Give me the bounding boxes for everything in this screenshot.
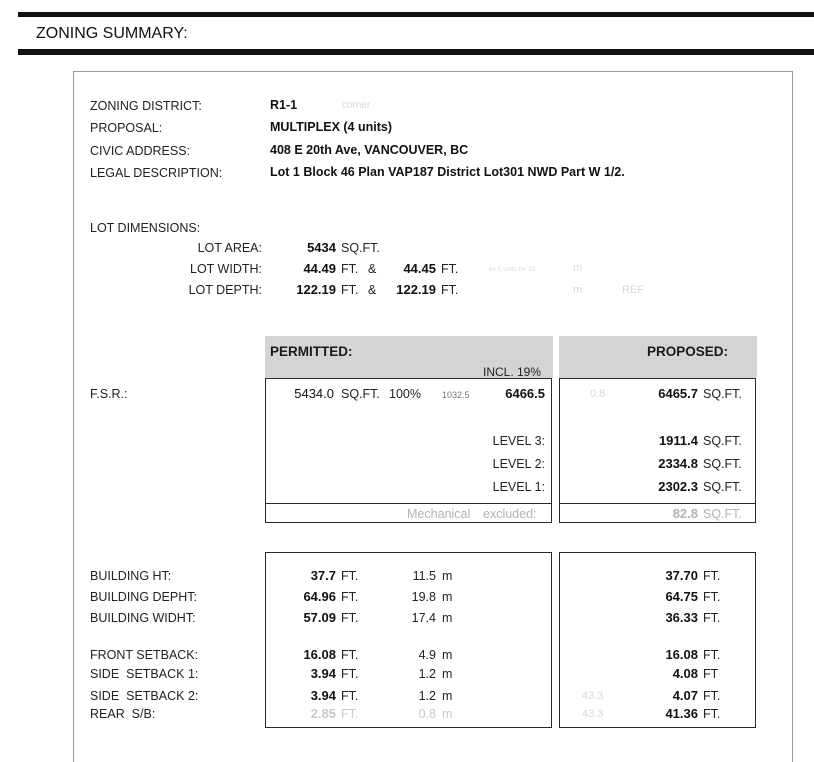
fsr-permitted-pct: 100% xyxy=(389,387,421,401)
front-setback-permitted-unit: FT. xyxy=(341,648,359,662)
building-ht-proposed-unit: FT. xyxy=(703,569,721,583)
lot-depth-a: 122.19 xyxy=(296,282,336,297)
proposal-value: MULTIPLEX (4 units) xyxy=(270,120,392,134)
fsr-permitted-unit: SQ.FT. xyxy=(341,387,380,401)
front-setback-permitted-m: 4.9 xyxy=(418,648,436,662)
level-2-unit: SQ.FT. xyxy=(703,457,742,471)
lot-dimensions-heading: LOT DIMENSIONS: xyxy=(90,221,201,235)
building-width-permitted-unit: FT. xyxy=(341,611,359,625)
permitted-mech-divider xyxy=(266,503,552,504)
rear-setback-proposed-unit: FT. xyxy=(703,707,721,721)
building-width-proposed-unit: FT. xyxy=(703,611,721,625)
page-title: ZONING SUMMARY: xyxy=(36,25,188,42)
side-setback-2-proposed-unit: FT. xyxy=(703,689,721,703)
level-1-label: LEVEL 1: xyxy=(492,480,545,494)
front-setback-label: FRONT SETBACK: xyxy=(90,648,199,662)
fsr-proposed-value: 6465.7 xyxy=(658,386,698,401)
mechanical-excluded: excluded: xyxy=(483,507,537,521)
fsr-label: F.S.R.: xyxy=(90,387,128,401)
lot-faint-note: ex 5 units for 33 xyxy=(489,266,536,273)
side-setback-1-m: m xyxy=(442,667,453,681)
proposal-label: PROPOSAL: xyxy=(90,121,163,135)
zoning-note: corner xyxy=(342,100,371,111)
proposed-header: PROPOSED: xyxy=(647,344,729,359)
side-setback-1-permitted: 3.94 xyxy=(310,666,336,681)
lot-area-unit: SQ.FT. xyxy=(341,241,380,255)
lot-area-label: LOT AREA: xyxy=(197,241,262,255)
building-ht-permitted-unit: FT. xyxy=(341,569,359,583)
incl-note: INCL. 19% xyxy=(483,365,542,379)
level-2-value: 2334.8 xyxy=(658,456,698,471)
side-setback-2-permitted-m: 1.2 xyxy=(418,689,436,703)
lot-width-a: 44.49 xyxy=(303,261,336,276)
building-depth-label: BUILDING DEPHT: xyxy=(90,590,197,604)
mechanical-value: 82.8 xyxy=(672,506,698,521)
lot-width-label: LOT WIDTH: xyxy=(190,262,262,276)
building-depth-proposed: 64.75 xyxy=(665,589,698,604)
lot-faint-m1: m xyxy=(573,262,583,274)
fsr-permitted-value: 5434.0 xyxy=(294,386,334,401)
lot-width-a-unit: FT. xyxy=(341,262,359,276)
civic-address-value: 408 E 20th Ave, VANCOUVER, BC xyxy=(270,143,469,157)
fsr-small: 1032.5 xyxy=(442,390,470,400)
building-depth-m: m xyxy=(442,590,453,604)
level-3-value: 1911.4 xyxy=(658,433,698,448)
fsr-proposed-unit: SQ.FT. xyxy=(703,387,742,401)
lot-depth-a-unit: FT. xyxy=(341,283,359,297)
front-setback-proposed: 16.08 xyxy=(665,647,698,662)
level-3-label: LEVEL 3: xyxy=(492,434,545,448)
level-3-unit: SQ.FT. xyxy=(703,434,742,448)
lot-depth-label: LOT DEPTH: xyxy=(188,283,262,297)
lot-depth-b: 122.19 xyxy=(396,282,436,297)
rear-setback-faint: 43.3 xyxy=(582,708,604,720)
rear-setback-proposed: 41.36 xyxy=(665,706,698,721)
side-setback-2-faint: 43.3 xyxy=(582,690,604,702)
rear-setback-m: m xyxy=(442,707,453,721)
building-width-proposed: 36.33 xyxy=(665,610,698,625)
lot-width-b: 44.45 xyxy=(403,261,436,276)
bottom-rule xyxy=(18,49,814,55)
zoning-district-label: ZONING DISTRICT: xyxy=(90,99,202,113)
fsr-faint: 0.8 xyxy=(590,388,606,400)
lot-width-b-unit: FT. xyxy=(441,262,459,276)
lot-depth-amp: & xyxy=(368,283,377,297)
lot-width-amp: & xyxy=(368,262,377,276)
lot-depth-b-unit: FT. xyxy=(441,283,459,297)
building-ht-proposed: 37.70 xyxy=(665,568,698,583)
rear-setback-label: REAR S/B: xyxy=(90,707,156,721)
level-1-unit: SQ.FT. xyxy=(703,480,742,494)
fsr-incl-value: 6466.5 xyxy=(505,386,545,401)
side-setback-1-permitted-unit: FT. xyxy=(341,667,359,681)
side-setback-1-proposed-unit: FT xyxy=(703,667,719,681)
building-width-label: BUILDING WIDHT: xyxy=(90,611,196,625)
building-ht-permitted-m: 11.5 xyxy=(412,569,436,583)
building-width-permitted: 57.09 xyxy=(303,610,336,625)
building-ht-label: BUILDING HT: xyxy=(90,569,172,583)
mechanical-unit: SQ.FT. xyxy=(703,507,742,521)
side-setback-1-proposed: 4.08 xyxy=(672,666,698,681)
civic-address-label: CIVIC ADDRESS: xyxy=(90,144,191,158)
front-setback-proposed-unit: FT. xyxy=(703,648,721,662)
building-depth-proposed-unit: FT. xyxy=(703,590,721,604)
side-setback-2-m: m xyxy=(442,689,453,703)
rear-setback-permitted-unit: FT. xyxy=(341,707,359,721)
side-setback-2-proposed: 4.07 xyxy=(672,688,698,703)
building-depth-permitted-unit: FT. xyxy=(341,590,359,604)
building-width-permitted-m: 17.4 xyxy=(411,611,436,625)
side-setback-2-permitted-unit: FT. xyxy=(341,689,359,703)
rear-setback-permitted-m: 0.8 xyxy=(418,707,436,721)
legal-description-label: LEGAL DESCRIPTION: xyxy=(90,166,223,180)
proposed-mech-divider xyxy=(560,503,756,504)
lot-faint-ref: REF xyxy=(622,284,644,296)
building-depth-permitted: 64.96 xyxy=(303,589,336,604)
side-setback-2-label: SIDE SETBACK 2: xyxy=(90,689,199,703)
building-width-m: m xyxy=(442,611,453,625)
mechanical-label: Mechanical xyxy=(407,507,471,521)
lot-faint-m2: m xyxy=(573,284,583,296)
permitted-header: PERMITTED: xyxy=(270,344,353,359)
level-2-label: LEVEL 2: xyxy=(492,457,545,471)
side-setback-1-permitted-m: 1.2 xyxy=(418,667,436,681)
side-setback-2-permitted: 3.94 xyxy=(310,688,336,703)
front-setback-m: m xyxy=(442,648,453,662)
front-setback-permitted: 16.08 xyxy=(303,647,336,662)
level-1-value: 2302.3 xyxy=(658,479,698,494)
rear-setback-permitted: 2.85 xyxy=(310,706,336,721)
top-rule xyxy=(18,12,814,17)
building-ht-m: m xyxy=(442,569,453,583)
side-setback-1-label: SIDE SETBACK 1: xyxy=(90,667,199,681)
legal-description-value: Lot 1 Block 46 Plan VAP187 District Lot301 NWD Part W 1/2. xyxy=(270,165,625,179)
building-depth-permitted-m: 19.8 xyxy=(411,590,436,604)
zoning-district-value: R1-1 xyxy=(270,98,298,112)
lot-area-value: 5434 xyxy=(307,240,336,255)
building-ht-permitted: 37.7 xyxy=(310,568,336,583)
